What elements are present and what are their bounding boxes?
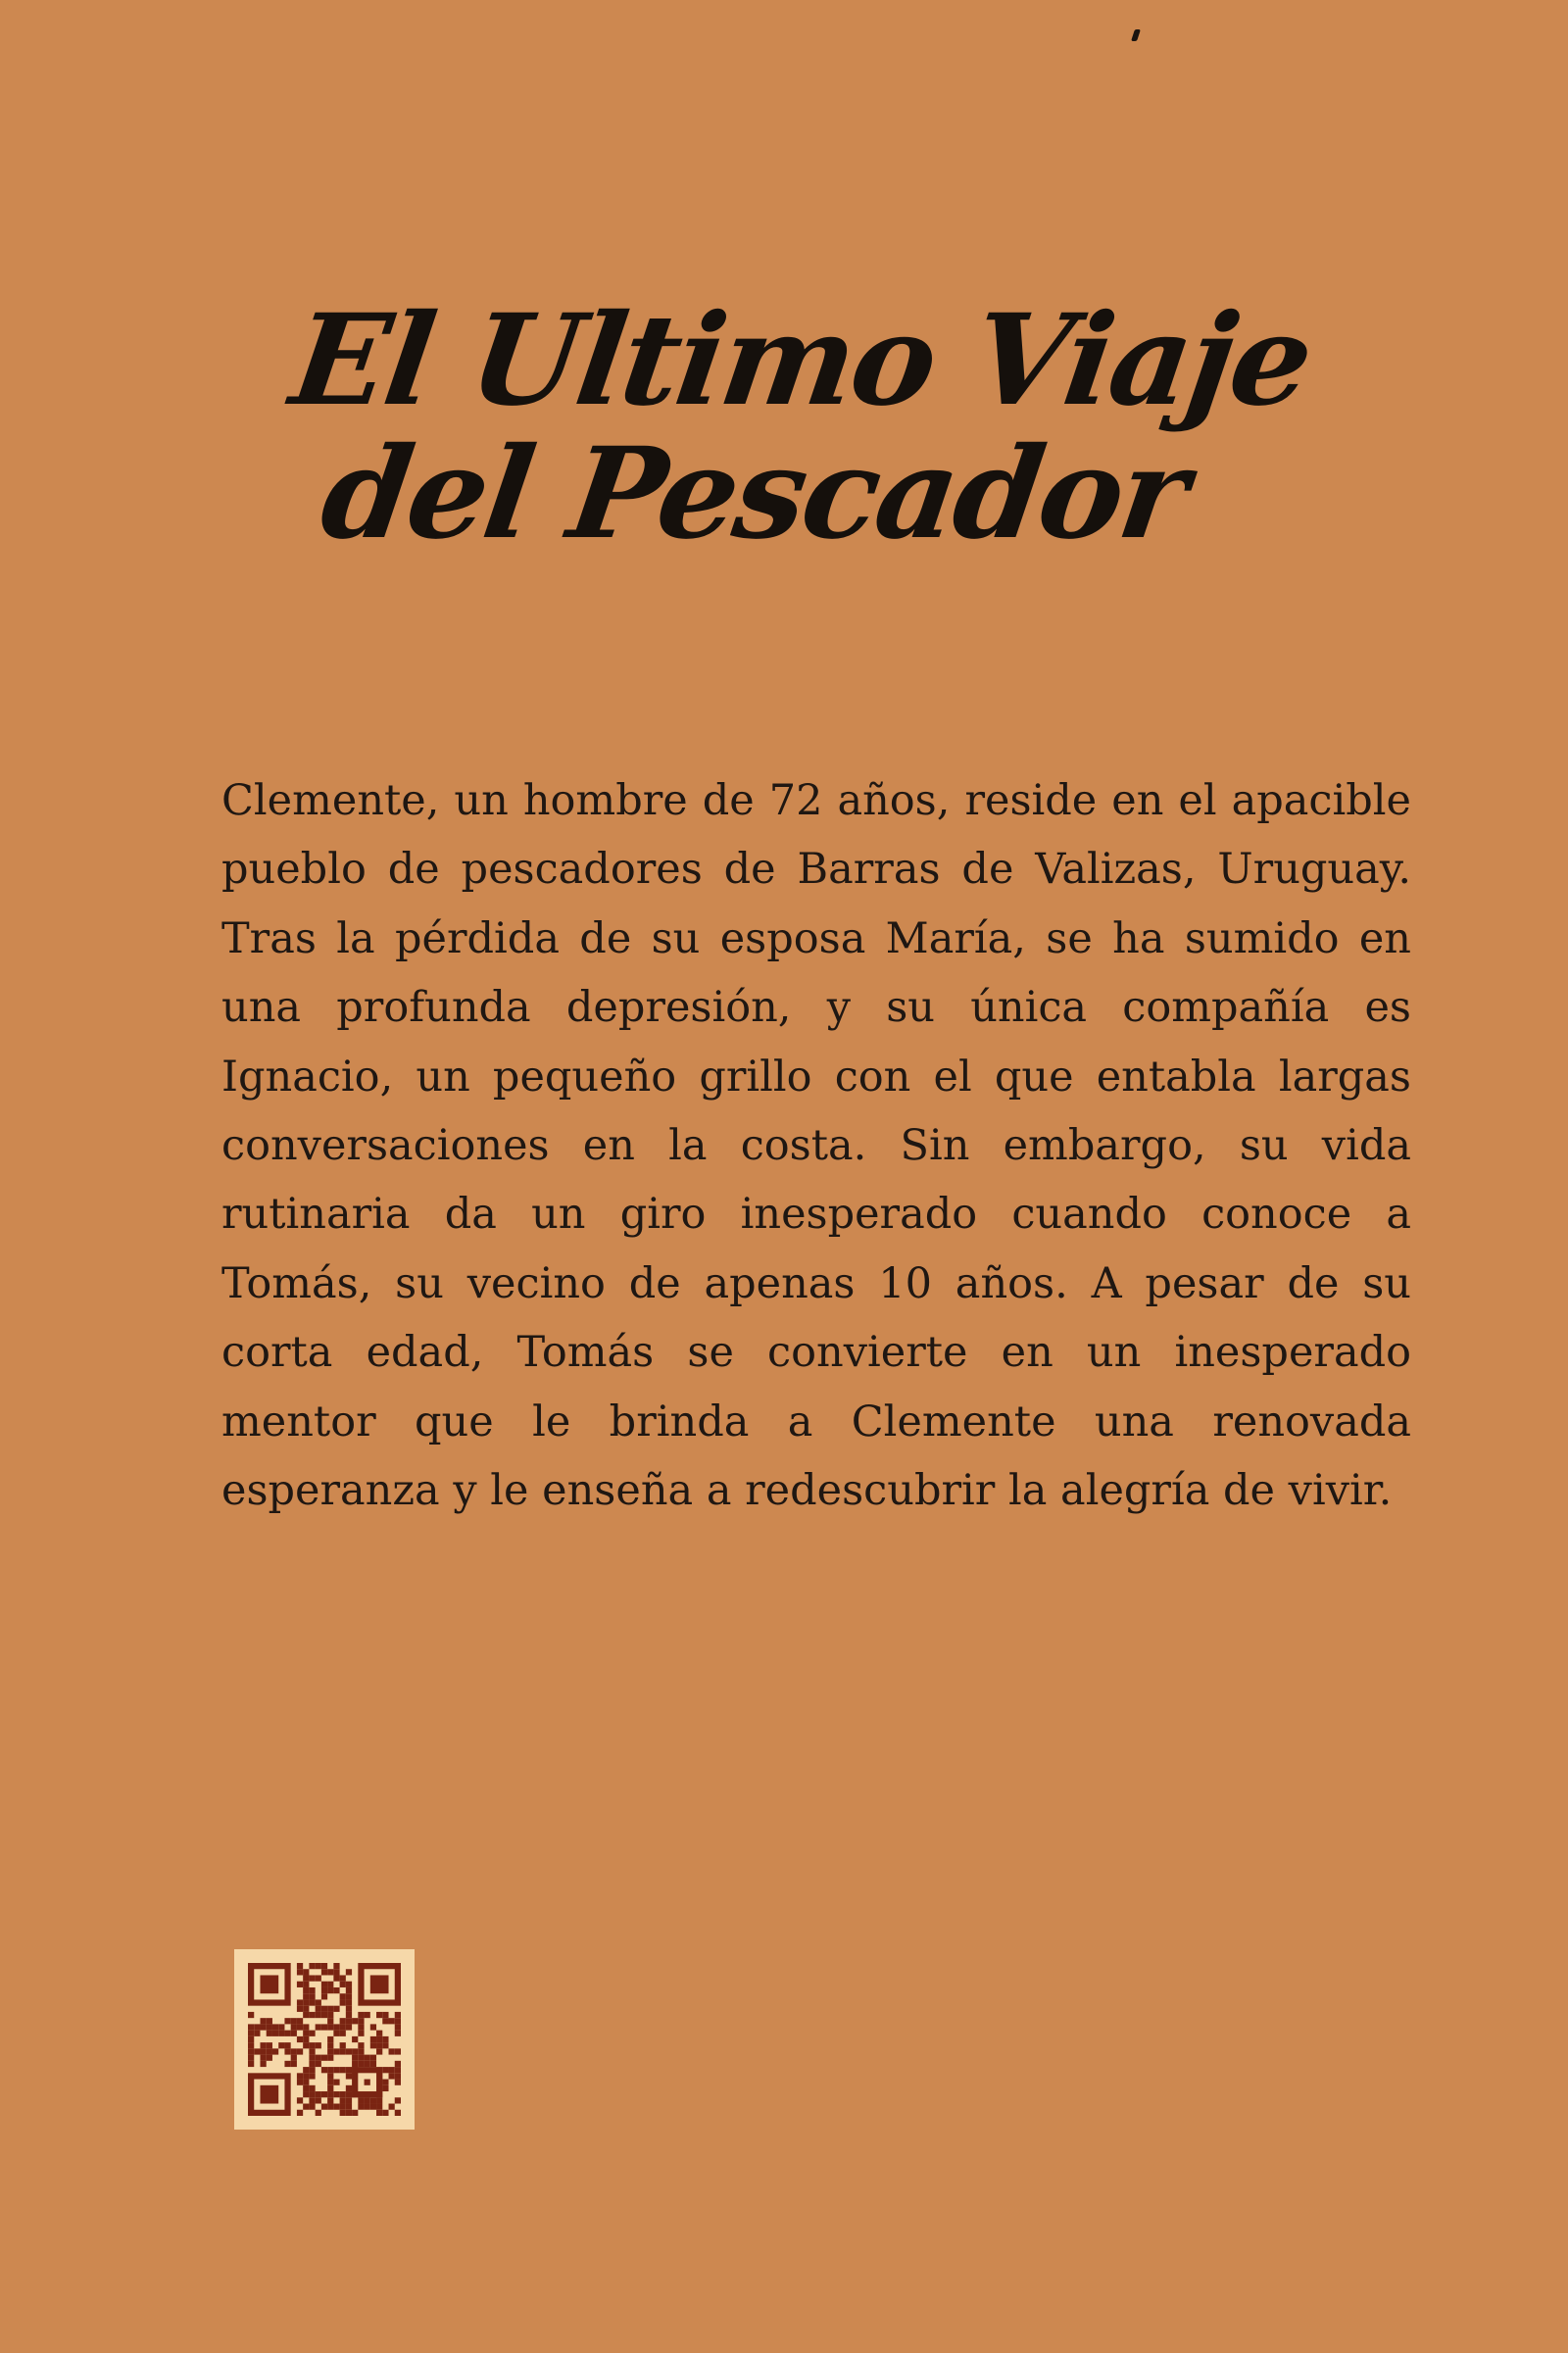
title-line-1: El Ultimo Viaje (283, 287, 1319, 434)
book-title (266, 287, 1319, 567)
title-line-2: del Pescador (313, 420, 1195, 567)
qr-code (234, 1949, 415, 2130)
qr-code-icon (248, 1963, 401, 2116)
synopsis-text: Clemente, un hombre de 72 años, reside en el apacible pueblo de pescadores de Barras de Valizas, Uruguay. Tras la pérdida de su esposa María, se ha sumido en una profunda depresión, y su única compañía es Ignacio, un pequeño grillo con el que entabla largas conversaciones en la costa. Sin embargo, su vida rutinaria da un giro inesperado cuando conoce a Tomás, su vecino de apenas 10 años. A pesar de su corta edad, Tomás se convierte en un inesperado mentor que le brinda a Clemente una renovada esperanza y le enseña a redescubrir la alegría de vivir. (221, 776, 1411, 1516)
ink-mark (1131, 29, 1141, 41)
